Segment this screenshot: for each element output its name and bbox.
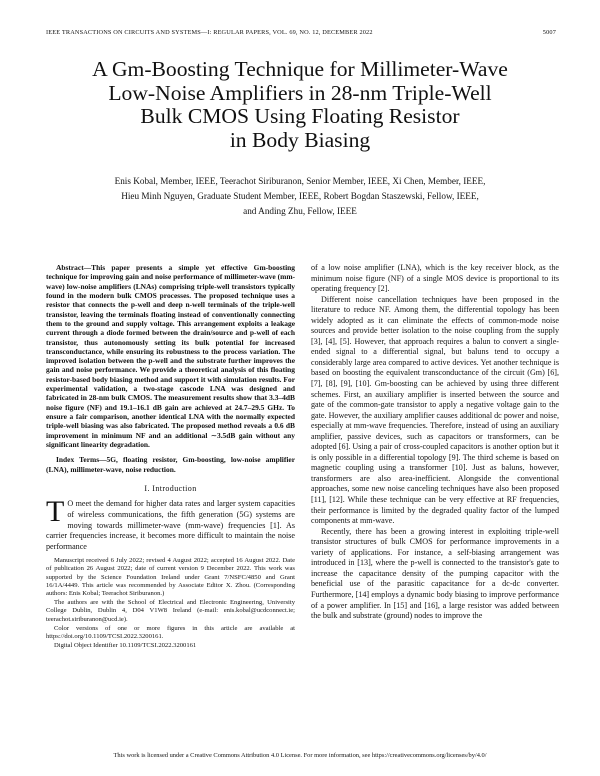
- paper-title: [30, 58, 570, 152]
- footnote: Color versions of one or more figures in this article are available at https://doi.org/10.1109/TCSI.2022.3200161.: [46, 624, 295, 640]
- author-line: Hieu Minh Nguyen, Graduate Student Member, IEEE, Robert Bogdan Staszewski, Fellow, IEEE,: [121, 190, 479, 201]
- section-heading: I. Introduction: [144, 483, 197, 493]
- title-line: A Gm-Boosting Technique for Millimeter-Wave: [92, 57, 508, 81]
- footnotes: [46, 557, 295, 650]
- footnote: Manuscript received 6 July 2022; revised 4 August 2022; accepted 16 August 2022. Date of publication 26 August 2022; date of current version 9 December 2022. This work was supported by the Science Foundation Ireland under Grant 7/NSFC/4850 and Grant 16/1A/4449. This article was recommended by Associate Editor X. Zhou. (Corresponding authors: Enis Kobal; Teerachot Siriburanon.): [46, 557, 295, 598]
- running-header: [46, 29, 556, 36]
- title-line: in Body Biasing: [229, 127, 371, 152]
- journal-header: IEEE TRANSACTIONS ON CIRCUITS AND SYSTEMS—I: REGULAR PAPERS, VOL. 69, NO. 12, DECEMBER 2022: [46, 29, 373, 36]
- body-paragraph: Different noise cancellation techniques have been proposed in the literature to reduce NF. Among them, the differential topology has been widely adopted as it can eliminate the effects of common-mode noise sources and provide better isolation to the noise coupling from the supply [3], [4], [5]. However, that approach requires a balun to convert a single-ended signal to a differential signal, but baluns tend to occupy a considerably large area compared to active devices. Yet another technique is based on boosting the equivalent transconductance of the circuit (Gm) [6], [7], [8], [9], [10]. Gm-boosting can be achieved by using three different schemes. First, an auxiliary amplifier is inserted between the source and gate of the common-gate transistor to apply a negative voltage gain to the gate. However, the auxiliary amplifier causes additional dc power and noise, especially at mm-wave frequencies. Therefore, instead of using an auxiliary amplifier, passive devices, such as capacitors or transformers, can be adopted [6]. Using a pair of cross-coupled capacitors is another option but it is only possible in a differential topology [9]. The third scheme is based on magnetic coupling using a transformer [10]. Just as baluns, however, transformers are also area-inefficient. Alongside the conventional approaches, some new noise canceling techniques have also been proposed [11], [12]. While these technique can be very effective at RF frequencies, their performance is limited by the degraded quality factor of the lumped components at mm-wave.: [311, 294, 559, 526]
- body-paragraph: of a low noise amplifier (LNA), which is the key receiver block, as the minimum noise figure (NF) of a single MOS device is proportional to its operating frequency [2].: [311, 263, 559, 294]
- intro-paragraph: [46, 495, 295, 552]
- footnote: The authors are with the School of Electrical and Electronic Engineering, University College Dublin, Dublin 4, D04 V1W8 Ireland (e-mail: enis.kobal@ucdconnect.ie; teerachot.siriburanon@ucd.ie).: [46, 599, 295, 623]
- intro-text: O meet the demand for higher data rates and larger system capacities of wireless communications, the fifth generation (5G) systems are moving towards millimeter-wave (mm-wave) frequencies [1]. As carrier frequencies increase, it becomes more difficult to maintain the noise performance: [46, 499, 295, 551]
- author-line: Enis Kobal, Member, IEEE, Teerachot Siriburanon, Senior Member, IEEE, Xi Chen, Member, IEEE,: [114, 176, 486, 186]
- left-column: [46, 263, 295, 650]
- index-terms: Index Terms—5G, floating resistor, Gm-boosting, low-noise amplifier (LNA), millimeter-wave, noise reduction.: [46, 455, 295, 474]
- drop-cap: T: [46, 495, 65, 529]
- page-number: 5007: [542, 29, 556, 36]
- author-list: [40, 174, 560, 218]
- right-column: [311, 263, 559, 622]
- footnote: Digital Object Identifier 10.1109/TCSI.2022.3200161: [54, 641, 197, 649]
- abstract: Abstract—This paper presents a simple yet effective Gm-boosting technique for improving gain and noise performance of millimeter-wave (mm-wave) low-noise amplifiers (LNAs) comprising triple-well transistors typically found in the modern bulk CMOS processes. The proposed technique uses a resistor that connects the p-well and deep n-well terminals of the triple-well transistor, leaving the terminals floating instead of conventionally connecting them to the ground and supply voltage. This arrangement exploits a leakage current through a diode formed between the drain/source and p-well of each transistor, thus autonomously setting its bulk potential for increased transconductance, while ensuring its robustness to the process variation. The improved isolation between the p-well and the substrate further improves the gain and noise performance. We provide a theoretical analysis of this floating resistor-based body biasing method and support it with simulation results. For experimental validation, a two-stage cascode LNA was designed and fabricated in 28-nm bulk CMOS. The measurement results show that 3.3–4dB noise figure (NF) and 19.1–16.1 dB gain are achieved at 24.7–29.5 GHz. To ensure a fair comparison, another identical LNA with the normally expected triple-well biasing was also fabricated. The proposed method reveals a 0.6 dB improvement in minimum NF and an additional ∼3.5dB gain without any significant linearity degradation.: [46, 263, 295, 449]
- body-paragraph: Recently, there has been a growing interest in exploiting triple-well transistor structures of bulk CMOS for performance improvements in a variety of applications. For instance, a self-biasing arrangement was introduced in [13], where the p-well is connected to the transistor's gate to increase the capacitance density of the pumping capacitor with the beneficial use of the parasitic capacitance for a dc-dc converter. Furthermore, [14] employs a dynamic body biasing to improve performance of a power amplifier. In [15] and [16], a large resistor was added between the bulk and substrate (ground) nodes to improve the: [311, 526, 559, 621]
- title-line: Low-Noise Amplifiers in 28-nm Triple-Well: [108, 80, 492, 105]
- title-line: Bulk CMOS Using Floating Resistor: [140, 104, 460, 128]
- author-line: and Anding Zhu, Fellow, IEEE: [243, 205, 357, 216]
- license-footer: This work is licensed under a Creative Commons Attribution 4.0 License. For more information, see https://creativecommons.org/licenses/by/4.0/: [113, 752, 487, 759]
